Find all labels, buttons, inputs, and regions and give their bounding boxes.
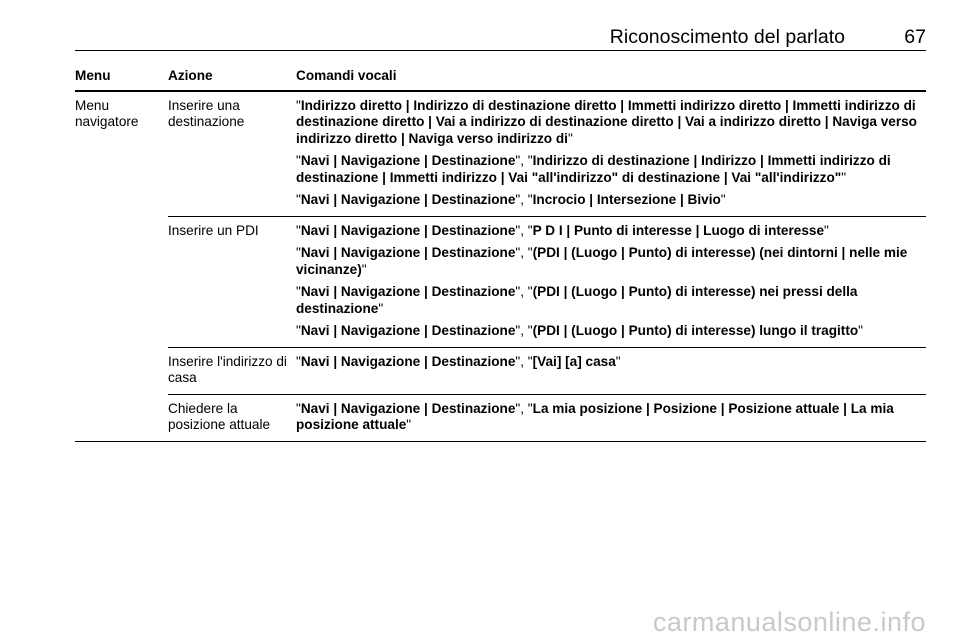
table-row	[75, 347, 926, 394]
menu-cell	[75, 394, 168, 441]
command-punctuation: "	[824, 222, 829, 238]
command-punctuation: ", "	[515, 153, 533, 168]
voice-command	[296, 153, 926, 186]
command-keyword: Navi | Navigazione | Destinazione	[300, 192, 516, 207]
menu-cell: Menu navigatore	[75, 97, 139, 129]
command-punctuation: "	[296, 153, 301, 168]
action-cell: Chiedere la posizione attuale	[168, 394, 296, 441]
command-keyword: Indirizzo diretto | Indirizzo di destinazione diretto | Immetti indirizzo diretto | Immetti indirizzo di destinazione diretto | Vai a indirizzo di destinazione diretto | Vai a indirizzo diretto | Naviga verso indirizzo diretto | Naviga verso indirizzo di	[296, 97, 917, 146]
voice-command	[296, 284, 926, 317]
action-cell: Inserire l'indirizzo di casa	[168, 347, 296, 394]
command-punctuation: "	[296, 222, 301, 238]
command-punctuation: "	[406, 417, 412, 432]
command-keyword: P D I | Punto di interesse | Luogo di interesse	[532, 222, 825, 238]
command-keyword: Navi | Navigazione | Destinazione	[300, 245, 516, 260]
command-keyword: (PDI | (Luogo | Punto) di interesse) (nei dintorni | nelle mie vicinanze)	[296, 245, 908, 277]
command-punctuation: ", "	[515, 222, 533, 238]
command-punctuation: "	[615, 353, 621, 369]
command-keyword: Navi | Navigazione | Destinazione	[300, 284, 516, 299]
command-keyword: La mia posizione | Posizione | Posizione attuale | La mia posizione attuale	[296, 400, 894, 432]
command-punctuation: ", "	[515, 284, 533, 299]
voice-command	[296, 192, 926, 209]
command-punctuation: "	[296, 353, 301, 369]
command-punctuation: ", "	[515, 245, 533, 260]
commands-cell	[296, 216, 926, 347]
command-punctuation: "	[296, 192, 301, 207]
command-punctuation: "	[296, 284, 301, 299]
command-punctuation: "	[720, 192, 726, 207]
command-punctuation: ", "	[515, 400, 533, 416]
command-punctuation: ", "	[515, 353, 533, 369]
watermark: carmanualsonline.info	[652, 607, 926, 637]
command-punctuation: "	[841, 169, 847, 185]
table-row	[75, 91, 926, 217]
command-punctuation: ", "	[515, 192, 533, 207]
command-punctuation: "	[296, 323, 301, 338]
command-punctuation: "	[361, 261, 367, 277]
command-keyword: Navi | Navigazione | Destinazione	[300, 323, 516, 338]
commands-cell	[296, 394, 926, 441]
voice-commands-table	[75, 68, 926, 442]
command-keyword: (PDI | (Luogo | Punto) di interesse) nei pressi della destinazione	[296, 284, 858, 316]
voice-command	[296, 245, 926, 278]
command-keyword: Navi | Navigazione | Destinazione	[300, 222, 516, 238]
menu-cell	[75, 347, 168, 394]
command-keyword: Navi | Navigazione | Destinazione	[300, 400, 516, 416]
table-row	[75, 216, 926, 347]
command-punctuation: "	[296, 97, 301, 113]
voice-command	[296, 323, 926, 340]
column-header-commands: Comandi vocali	[296, 68, 926, 91]
voice-command	[296, 98, 926, 148]
command-keyword: Incrocio | Intersezione | Bivio	[532, 192, 721, 207]
voice-command	[296, 223, 926, 240]
command-punctuation: "	[296, 400, 301, 416]
command-punctuation: "	[567, 130, 573, 146]
page-title: Riconoscimento del parlato	[609, 26, 845, 48]
action-cell: Inserire un PDI	[168, 216, 296, 347]
page-header	[75, 24, 926, 51]
command-punctuation: ", "	[515, 323, 533, 338]
voice-command	[296, 354, 926, 371]
command-keyword: Navi | Navigazione | Destinazione	[300, 153, 516, 168]
table-row	[75, 394, 926, 441]
command-punctuation: "	[858, 323, 863, 338]
command-keyword: [Vai] [a] casa	[532, 353, 616, 369]
table-header-row	[75, 68, 926, 91]
action-cell: Inserire una destinazione	[168, 91, 296, 217]
commands-cell	[296, 347, 926, 394]
command-keyword: Indirizzo di destinazione | Indirizzo | Immetti indirizzo di destinazione | Immetti indirizzo | Vai "all'indirizzo" di destinazione | Vai "all'indirizzo"	[296, 153, 891, 185]
command-keyword: Navi | Navigazione | Destinazione	[300, 353, 516, 369]
menu-cell	[75, 216, 168, 347]
command-punctuation: "	[378, 300, 384, 316]
page-number: 67	[904, 26, 926, 48]
column-header-action: Azione	[168, 68, 296, 91]
voice-command	[296, 401, 926, 434]
command-punctuation: "	[296, 245, 301, 260]
command-keyword: (PDI | (Luogo | Punto) di interesse) lungo il tragitto	[532, 323, 859, 338]
commands-cell	[296, 91, 926, 217]
column-header-menu: Menu	[75, 68, 168, 91]
